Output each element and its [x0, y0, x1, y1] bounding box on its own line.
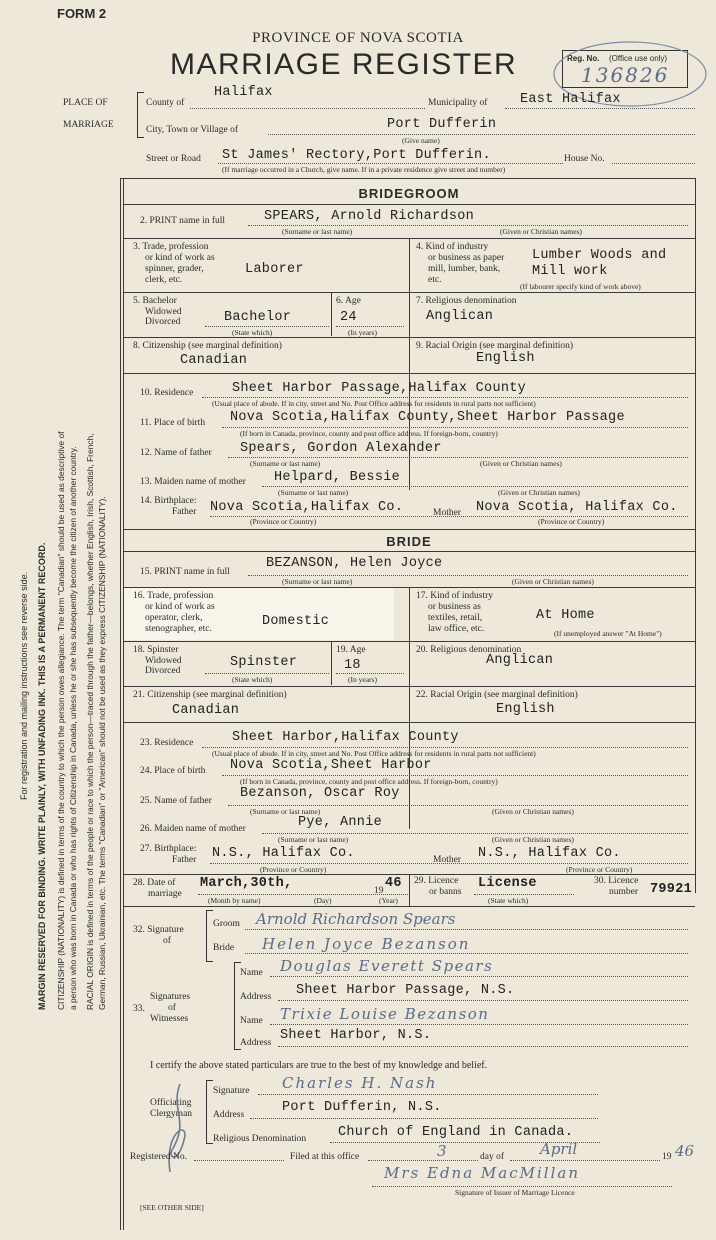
groom-status-label: 5. Bachelor Widowed Divorced	[133, 296, 182, 327]
groom-mother-given-cap: (Given or Christian names)	[498, 488, 580, 497]
page-title: MARRIAGE REGISTER	[170, 48, 518, 81]
wit1-address-label: Address	[240, 992, 272, 1002]
bride-pob-label: 24. Place of birth	[140, 766, 206, 776]
signature-section-label: 32. Signature of	[133, 925, 184, 946]
bride-bp-mother-cap: (Province or Country)	[566, 865, 633, 874]
groom-bp-mother: Nova Scotia, Halifax Co.	[476, 500, 678, 515]
groom-bp-mother-cap: (Province or Country)	[538, 517, 605, 526]
bride-residence: Sheet Harbor,Halifax County	[232, 730, 459, 745]
groom-status: Bachelor	[224, 310, 292, 325]
witness-label-2: Witnesses	[150, 1014, 189, 1024]
bride-name: BEZANSON, Helen Joyce	[266, 556, 443, 571]
bride-status: Spinster	[230, 655, 298, 670]
clergy-sig-label: Signature	[213, 1086, 250, 1096]
groom-birthplace-label: 14. Birthplace: Father	[140, 496, 197, 517]
witness1-signature: Douglas Everett Spears	[280, 957, 494, 975]
groom-father-given-cap: (Given or Christian names)	[480, 459, 562, 468]
date-label: 28. Date of marriage	[133, 878, 182, 899]
groom-father-surname-cap: (Surname or last name)	[250, 459, 321, 468]
bride-residence-cap: (Usual place of abode. If in city, street and No. Post Office address for residents in rural parts not sufficient)	[212, 749, 536, 758]
issuer-signature: Mrs Edna MacMillan	[384, 1164, 580, 1182]
wit2-name-label: Name	[240, 1016, 263, 1026]
witness2-signature: Trixie Louise Bezanson	[280, 1005, 490, 1023]
clergy-address-label: Address	[213, 1110, 245, 1120]
bride-age-label: 19. Age	[336, 645, 366, 655]
groom-sig-label: Groom	[213, 919, 240, 929]
witness-number: 33.	[133, 1004, 145, 1014]
bride-residence-label: 23. Residence	[140, 738, 194, 748]
groom-bp-father: Nova Scotia,Halifax Co.	[210, 500, 404, 515]
groom-pob: Nova Scotia,Halifax County,Sheet Harbor Passage	[230, 410, 625, 425]
street-note: (If marriage occurred in a Church, give name. If in a private residence give street and number)	[222, 165, 506, 174]
bride-father-label: 25. Name of father	[140, 796, 212, 806]
groom-pob-cap: (If born in Canada, province, county and post office address. If foreign-born, country)	[240, 429, 498, 438]
clergy-label: Officiating Clergyman	[150, 1098, 193, 1119]
bride-age: 18	[344, 658, 361, 673]
margin-note-instructions: For registration and mailing instructions see reverse side.	[19, 571, 29, 800]
municipality-value: East Halifax	[520, 92, 621, 107]
see-other-side: [SEE OTHER SIDE]	[140, 1203, 204, 1212]
bride-industry-cap: (If unemployed answer "At Home")	[554, 629, 662, 638]
bride-mother: Pye, Annie	[298, 815, 383, 830]
groom-industry-cap: (If labourer specify kind of work above)	[520, 282, 641, 291]
reg-no-value: 136826	[581, 63, 670, 87]
witness1-address: Sheet Harbor Passage, N.S.	[296, 983, 515, 998]
wit1-name-label: Name	[240, 968, 263, 978]
groom-age-cap: (In years)	[348, 328, 377, 337]
issuer-caption: Signature of Issuer of Marriage Licence	[455, 1188, 575, 1197]
groom-citizen-label: 8. Citizenship (see marginal definition)	[133, 341, 282, 351]
bride-birthplace-label: 27. Birthplace: Father	[140, 844, 197, 865]
filed-label: Filed at this office	[290, 1152, 360, 1162]
bride-sig-label: Bride	[213, 943, 235, 953]
date-year-cap: (Year)	[379, 896, 398, 905]
groom-mother: Helpard, Bessie	[274, 470, 401, 485]
county-label: County of	[146, 98, 185, 108]
licence-number: 79921	[650, 882, 693, 897]
house-label: House No.	[564, 154, 605, 164]
date-day-cap: (Day)	[314, 896, 332, 905]
groom-father: Spears, Gordon Alexander	[240, 441, 442, 456]
clergy-religion: Church of England in Canada.	[338, 1125, 574, 1140]
bride-trade: Domestic	[262, 614, 330, 629]
bride-bp-father-cap: (Province or Country)	[260, 865, 327, 874]
bride-bp-mother-label: Mother	[433, 855, 461, 865]
place-label-2: MARRIAGE	[63, 120, 114, 130]
groom-surname-cap: (Surname or last name)	[282, 227, 353, 236]
bride-father-given-cap: (Given or Christian names)	[492, 807, 574, 816]
bride-status-cap: (State which)	[232, 675, 273, 684]
bride-racial-label: 22. Racial Origin (see marginal definition)	[416, 690, 578, 700]
province-heading: PROVINCE OF NOVA SCOTIA	[252, 30, 464, 46]
groom-residence: Sheet Harbor Passage,Halifax County	[232, 381, 527, 396]
bride-mother-given-cap: (Given or Christian names)	[492, 835, 574, 844]
street-value: St James' Rectory,Port Dufferin.	[222, 148, 491, 163]
groom-racial: English	[476, 351, 535, 366]
certify-statement: I certify the above stated particulars are true to the best of my knowledge and belief.	[150, 1060, 488, 1071]
city-value: Port Dufferin	[387, 117, 497, 132]
clergy-signature: Charles H. Nash	[282, 1074, 438, 1092]
groom-age: 24	[340, 310, 357, 325]
groom-signature: Arnold Richardson Spears	[256, 910, 456, 928]
bride-religion: Anglican	[486, 653, 554, 668]
bride-status-label: 18. Spinster Widowed Divorced	[133, 645, 182, 676]
groom-industry-line2: Mill work	[532, 264, 608, 279]
bride-trade-label: 16. Trade, profession or kind of work as operator, clerk, stenographer, etc.	[133, 591, 215, 634]
margin-racial-definition: RACIAL ORIGIN is defined in terms of the people or race to which the person—traced through the father—belongs, whether English, Irish, Scottish, French, German, Russian, Ukrainian, etc. The terms "Canadian" or "American" should not be used as they express CITIZENSHIP (NATIONALITY).	[85, 433, 107, 1010]
bridegroom-heading: BRIDEGROOM	[358, 186, 460, 201]
groom-name: SPEARS, Arnold Richardson	[264, 209, 475, 224]
reg-no-note: (Office use only)	[609, 54, 668, 63]
reg-no-label: Reg. No.	[567, 54, 600, 63]
groom-residence-label: 10. Residence	[140, 388, 194, 398]
street-label: Street or Road	[146, 154, 201, 164]
bride-bp-mother: N.S., Halifax Co.	[478, 846, 621, 861]
bride-bp-father: N.S., Halifax Co.	[212, 846, 355, 861]
marriage-date: March,30th,	[200, 876, 293, 891]
groom-father-label: 12. Name of father	[140, 448, 212, 458]
registrar-initials-mark	[150, 1080, 210, 1180]
bride-racial: English	[496, 702, 555, 717]
wit2-address-label: Address	[240, 1038, 272, 1048]
margin-note-reserved: MARGIN RESERVED FOR BINDING. WRITE PLAINLY, WITH UNFADING INK. THIS IS A PERMANENT RECORD.	[37, 542, 47, 1010]
margin-citizenship-definition: CITIZENSHIP (NATIONALITY) is defined in terms of the country to which the person owes allegiance. The term "Canadian" should be used as descriptive of a person who was born in Canada or who has rights of Citizenship in Canada, unless he or she has subsequently become the citizen of another country.	[56, 431, 78, 1010]
bride-industry-label: 17. Kind of industry or business as textiles, retail, law office, etc.	[416, 591, 494, 634]
filed-month: April	[540, 1140, 578, 1158]
bride-heading: BRIDE	[386, 534, 432, 549]
groom-racial-label: 9. Racial Origin (see marginal definition)	[416, 341, 574, 351]
bride-mother-label: 26. Maiden name of mother	[140, 824, 246, 834]
bride-religion-label: 20. Religious denomination	[416, 645, 522, 655]
place-label-1: PLACE OF	[63, 98, 108, 108]
groom-religion: Anglican	[426, 309, 494, 324]
county-value: Halifax	[214, 85, 273, 100]
marriage-year: 46	[385, 876, 402, 891]
groom-mother-label: 13. Maiden name of mother	[140, 477, 246, 487]
bride-father-surname-cap: (Surname or last name)	[250, 807, 321, 816]
bride-surname-cap: (Surname or last name)	[282, 577, 353, 586]
signature-brace	[206, 910, 213, 962]
groom-citizen: Canadian	[180, 353, 248, 368]
bride-given-cap: (Given or Christian names)	[512, 577, 594, 586]
groom-bp-mother-label: Mother	[433, 508, 461, 518]
groom-age-label: 6. Age	[336, 296, 361, 306]
licence-label: 29. Licence or banns	[414, 876, 462, 897]
clergy-religion-label: Religious Denomination	[213, 1134, 307, 1144]
year-prefix: 19	[374, 886, 384, 896]
groom-industry-line1: Lumber Woods and	[532, 248, 667, 263]
bride-pob-cap: (If born in Canada, province, county and post office address. If foreign-born, country)	[240, 777, 498, 786]
groom-bp-father-cap: (Province or Country)	[250, 517, 317, 526]
groom-industry-label: 4. Kind of industry or business as paper mill, lumber, bank, etc.	[416, 242, 505, 285]
date-month-cap: (Month by name)	[208, 896, 261, 905]
groom-residence-cap: (Usual place of abode. If in city, street and No. Post Office address for residents in rural parts not sufficient)	[212, 399, 536, 408]
place-brace	[137, 92, 144, 138]
groom-trade: Laborer	[245, 262, 304, 277]
municipality-label: Municipality of	[428, 98, 488, 108]
witness2-address: Sheet Harbor, N.S.	[280, 1028, 432, 1043]
licence-no-label: 30. Licence number	[594, 876, 639, 897]
bride-mother-surname-cap: (Surname or last name)	[278, 835, 349, 844]
groom-mother-surname-cap: (Surname or last name)	[278, 488, 349, 497]
groom-trade-label: 3. Trade, profession or kind of work as spinner, grader, clerk, etc.	[133, 242, 215, 285]
filed-day: 3	[437, 1142, 447, 1160]
registered-no-label: Registered No.	[130, 1152, 187, 1162]
bride-pob: Nova Scotia,Sheet Harbor	[230, 758, 432, 773]
licence-type: License	[478, 876, 537, 891]
bride-citizen: Canadian	[172, 703, 240, 718]
bride-signature: Helen Joyce Bezanson	[262, 935, 471, 953]
licence-cap: (State which)	[488, 896, 529, 905]
city-note: (Give name)	[402, 136, 440, 145]
clergy-address: Port Dufferin, N.S.	[282, 1100, 442, 1115]
groom-religion-label: 7. Religious denomination	[416, 296, 517, 306]
day-of-label: day of	[480, 1152, 505, 1162]
city-label: City, Town or Village of	[146, 125, 238, 135]
filed-year-prefix: 19	[662, 1152, 672, 1162]
bride-father: Bezanson, Oscar Roy	[240, 786, 400, 801]
bride-print-label: 15. PRINT name in full	[140, 567, 230, 577]
groom-pob-label: 11. Place of birth	[140, 418, 206, 428]
bride-citizen-label: 21. Citizenship (see marginal definition)	[133, 690, 287, 700]
groom-given-cap: (Given or Christian names)	[500, 227, 582, 236]
form-number: FORM 2	[57, 6, 107, 21]
groom-print-label: 2. PRINT name in full	[140, 216, 226, 226]
filed-year: 46	[675, 1142, 695, 1160]
bride-industry: At Home	[536, 608, 595, 623]
bride-age-cap: (In years)	[348, 675, 377, 684]
groom-status-cap: (State which)	[232, 328, 273, 337]
witness-section-label: Signatures of	[150, 992, 191, 1013]
